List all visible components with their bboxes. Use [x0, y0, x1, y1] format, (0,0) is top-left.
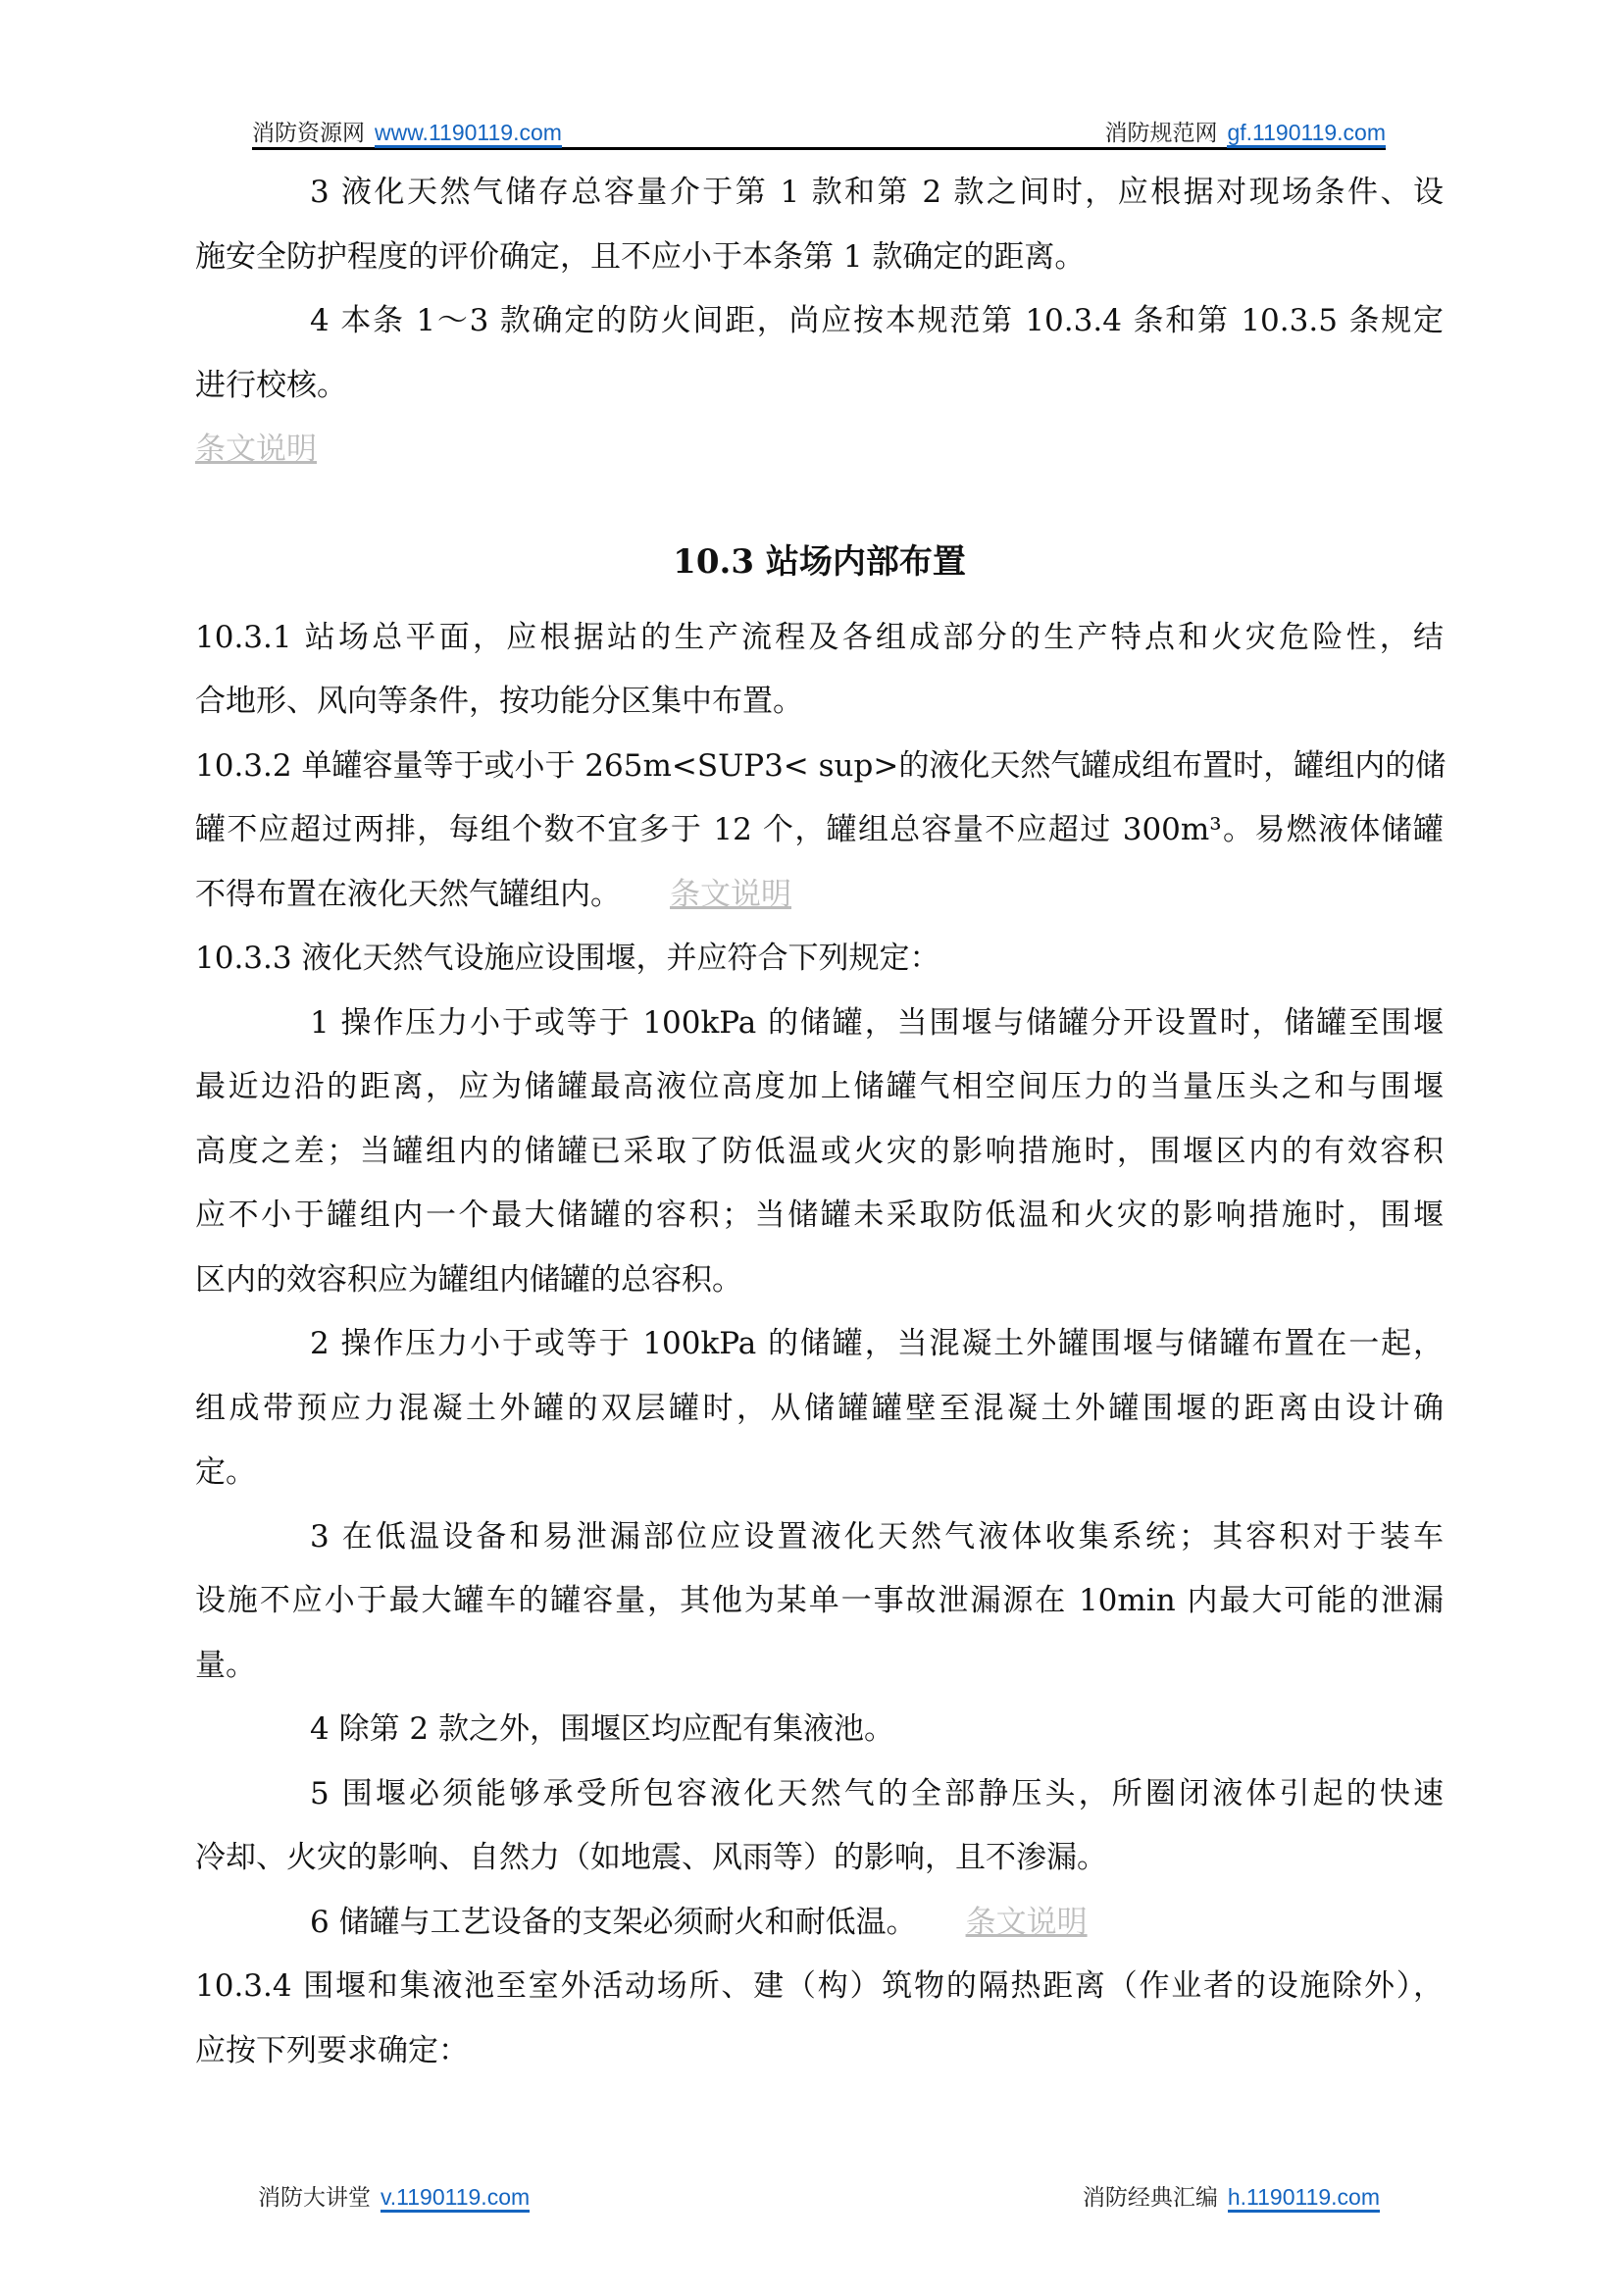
line-text: 施安全防护程度的评价确定，且不应小于本条第 1 款确定的距离。 [195, 238, 1086, 275]
text-line [195, 1120, 1444, 1185]
paragraph [195, 1955, 1444, 2083]
text-line [195, 226, 1444, 290]
text-line [195, 1891, 1444, 1956]
clause-note-link[interactable]: 条文说明 [195, 432, 317, 467]
line-text: 定。 [195, 1454, 256, 1490]
text-line [195, 1055, 1444, 1120]
line-text: 设施不应小于最大罐车的罐容量，其他为某单一事故泄漏源在 10min 内最大可能的泄漏 [195, 1583, 1444, 1618]
text-line [195, 2019, 1444, 2084]
text-line [195, 670, 1444, 735]
line-text: 10.3.1 站场总平面，应根据站的生产流程及各组成部分的生产特点和火灾危险性，结 [195, 619, 1444, 655]
text-line [195, 992, 1444, 1056]
text-line [195, 863, 1444, 928]
text-line [195, 606, 1444, 671]
text-line [195, 354, 1444, 419]
line-text: 3 液化天然气储存总容量介于第 1 款和第 2 款之间时，应根据对现场条件、设 [310, 175, 1444, 210]
footer-right [1083, 2179, 1380, 2212]
line-text: 应不小于罐组内一个最大储罐的容积；当储罐未采取防低温和火灾的影响措施时，围堰 [195, 1198, 1444, 1233]
line-text: 3 在低温设备和易泄漏部位应设置液化天然气液体收集系统；其容积对于装车 [310, 1518, 1444, 1555]
paragraph [195, 289, 1444, 418]
header-left-label: 消防资源网 [252, 120, 365, 145]
text-line [195, 1249, 1444, 1313]
line-text: 高度之差；当罐组内的储罐已采取了防低温或火灾的影响措施时，围堰区内的有效容积 [195, 1133, 1444, 1169]
paragraph [195, 927, 1444, 992]
text-line [195, 1634, 1444, 1699]
text-line [195, 1377, 1444, 1442]
paragraph [195, 161, 1444, 289]
line-text: 4 本条 1～3 款确定的防火间距，尚应按本规范第 10.3.4 条和第 10.3.5 条规定 [310, 303, 1444, 338]
text-line [195, 1505, 1444, 1570]
line-text: 罐不应超过两排，每组个数不宜多于 12 个，罐组总容量不应超过 300m³。易燃液体储罐 [195, 812, 1444, 847]
line-text: 组成带预应力混凝土外罐的双层罐时，从储罐罐壁至混凝土外罐围堰的距离由设计确 [195, 1390, 1444, 1426]
text-line [195, 1184, 1444, 1249]
text-line [195, 289, 1444, 354]
paragraph [195, 1505, 1444, 1699]
header-right [1104, 115, 1386, 147]
line-text: 进行校核。 [195, 367, 347, 403]
text-line [195, 1762, 1444, 1827]
text-line [195, 927, 1444, 992]
line-text: 区内的效容积应为罐组内储罐的总容积。 [195, 1261, 742, 1298]
paragraph [195, 1762, 1444, 1891]
line-text: 应按下列要求确定： [195, 2032, 469, 2068]
line-text: 6 储罐与工艺设备的支架必须耐火和耐低温。 [310, 1904, 917, 1940]
text-line [195, 1569, 1444, 1634]
line-text: 1 操作压力小于或等于 100kPa 的储罐，当围堰与储罐分开设置时，储罐至围堰 [310, 1004, 1444, 1041]
paragraph [195, 1698, 1444, 1762]
line-text: 最近边沿的距离，应为储罐最高液位高度加上储罐气相空间压力的当量压头之和与围堰 [195, 1069, 1444, 1104]
header-left-link[interactable]: www.1190119.com [375, 120, 562, 148]
text-line [195, 161, 1444, 226]
line-text: 合地形、风向等条件，按功能分区集中布置。 [195, 684, 803, 719]
line-text: 不得布置在液化天然气罐组内。 [195, 876, 621, 912]
footer-left-link[interactable]: v.1190119.com [381, 2184, 530, 2213]
clause-note-link[interactable]: 条文说明 [670, 876, 791, 912]
footer-left-label: 消防大讲堂 [258, 2184, 371, 2210]
text-line [195, 735, 1444, 799]
line-text: 10.3.4 围堰和集液池至室外活动场所、建（构）筑物的隔热距离（作业者的设施除外）， [195, 1968, 1444, 2004]
paragraph [195, 992, 1444, 1313]
header-right-label: 消防规范网 [1104, 120, 1218, 145]
header-left [252, 115, 562, 147]
line-text: 10.3.2 单罐容量等于或小于 265m<SUP3< sup>的液化天然气罐成组布置时，罐组内的储 [195, 747, 1446, 784]
text-line [195, 1441, 1444, 1505]
text-line [195, 1698, 1444, 1762]
line-text: 5 围堰必须能够承受所包容液化天然气的全部静压头，所圈闭液体引起的快速 [310, 1775, 1444, 1811]
paragraph [195, 1891, 1444, 1956]
clause-note-row [195, 418, 1444, 483]
paragraph [195, 606, 1444, 735]
footer-left [258, 2179, 530, 2212]
clause-note-link[interactable]: 条文说明 [965, 1904, 1088, 1940]
paragraph [195, 735, 1444, 928]
line-text: 2 操作压力小于或等于 100kPa 的储罐，当混凝土外罐围堰与储罐布置在一起， [310, 1326, 1444, 1361]
footer-right-label: 消防经典汇编 [1082, 2184, 1218, 2210]
line-text: 4 除第 2 款之外，围堰区均应配有集液池。 [310, 1711, 895, 1747]
text-line [195, 1955, 1444, 2019]
document-body [195, 161, 1444, 2083]
footer-right-link[interactable]: h.1190119.com [1228, 2184, 1380, 2213]
text-line [195, 798, 1444, 863]
header-right-link[interactable]: gf.1190119.com [1227, 120, 1386, 148]
section-title: 10.3 站场内部布置 [673, 541, 966, 582]
text-line [195, 1312, 1444, 1377]
paragraph [195, 1312, 1444, 1505]
line-text: 量。 [195, 1647, 256, 1683]
line-text: 冷却、火灾的影响、自然力（如地震、风雨等）的影响，且不渗漏。 [195, 1840, 1107, 1875]
text-line [195, 1826, 1444, 1891]
page-footer [258, 2179, 1380, 2212]
line-text: 10.3.3 液化天然气设施应设围堰，并应符合下列规定： [195, 941, 940, 976]
page-header [252, 116, 1386, 150]
